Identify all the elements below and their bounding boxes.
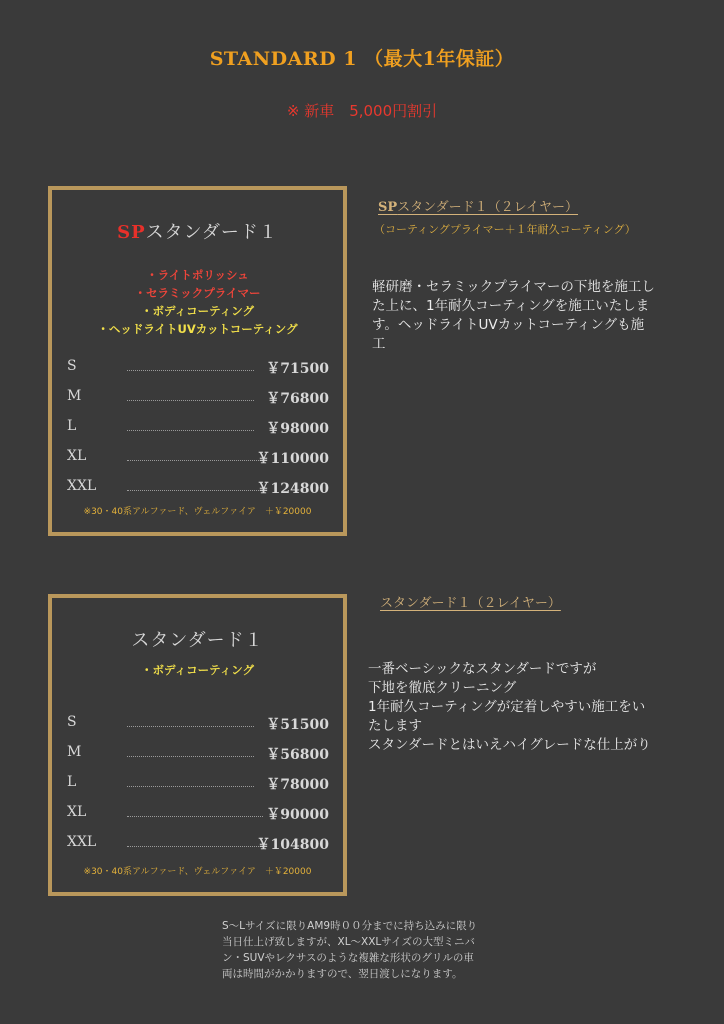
feature-body-coating: ・ボディコーティング — [141, 663, 254, 677]
footer-line: S〜Lサイズに限りAM9時００分までに持ち込みに限り — [222, 920, 478, 932]
page-title: STANDARD 1 （最大1年保証） — [209, 48, 515, 70]
sp-description-title — [378, 196, 578, 215]
std-description-title: スタンダード１（２レイヤー） — [380, 596, 561, 611]
feature-headlight-uv-coating: ・ヘッドライトUVカットコーティング — [97, 322, 298, 336]
price-value: ￥76800 — [266, 391, 329, 407]
footer-line: 両は時間がかかりますので、翌日渡しになります。 — [222, 968, 463, 980]
size-label: M — [67, 744, 82, 760]
footer-line: 当日仕上げ致しますが、XL〜XXLサイズの大型ミニバ — [222, 936, 475, 948]
sp-description-title-rest: スタンダード１（２レイヤー） — [397, 200, 579, 215]
sp-box-title — [52, 218, 343, 244]
price-row — [52, 834, 343, 854]
price-value: ￥110000 — [256, 451, 329, 467]
feature-ceramic-primer: ・セラミックプライマー — [134, 286, 261, 300]
price-row — [52, 774, 343, 794]
size-label: XXL — [67, 478, 97, 494]
price-value: ￥90000 — [266, 807, 329, 823]
dot-leader — [127, 430, 254, 431]
price-value: ￥51500 — [266, 717, 329, 733]
price-row — [52, 388, 343, 408]
sp-description-line: 工 — [372, 336, 386, 352]
size-label: XL — [67, 448, 87, 464]
size-label: M — [67, 388, 82, 404]
standard-price-box — [48, 594, 347, 896]
alphard-surcharge-note: ※30・40系アルファード、ヴェルファイア ＋￥20000 — [83, 867, 312, 877]
dot-leader — [127, 490, 263, 491]
std-description-body — [368, 660, 708, 755]
std-description-line: スタンダードとはいえハイグレードな仕上がり — [368, 737, 651, 753]
sp-feature-list — [52, 266, 343, 338]
sp-description-line: 軽研磨・セラミックプライマーの下地を施工し — [372, 279, 655, 295]
price-row — [52, 358, 343, 378]
std-box-title: スタンダード１ — [131, 630, 264, 651]
price-value: ￥104800 — [256, 837, 329, 853]
feature-body-coating: ・ボディコーティング — [141, 304, 254, 318]
price-value: ￥78000 — [266, 777, 329, 793]
size-label: XXL — [67, 834, 97, 850]
dot-leader — [127, 816, 263, 817]
dot-leader — [127, 460, 263, 461]
footer-line: ン・SUVやレクサスのような複雑な形状のグリルの車 — [222, 952, 474, 964]
sp-description-line: た上に、1年耐久コーティングを施工いたしま — [372, 298, 650, 314]
price-value: ￥124800 — [256, 481, 329, 497]
price-row — [52, 714, 343, 734]
price-row — [52, 478, 343, 498]
feature-light-polish: ・ライトポリッシュ — [146, 268, 249, 282]
std-description-line: たします — [368, 718, 422, 734]
dot-leader — [127, 400, 254, 401]
sp-box-title-rest: スタンダード１ — [145, 222, 278, 243]
sp-description-subtitle: （コーティングプライマー＋１年耐久コーティング） — [374, 223, 636, 236]
std-feature-list — [52, 661, 343, 679]
price-row — [52, 804, 343, 824]
price-row — [52, 448, 343, 468]
price-row — [52, 418, 343, 438]
alphard-surcharge-note: ※30・40系アルファード、ヴェルファイア ＋￥20000 — [83, 507, 312, 517]
dot-leader — [127, 756, 254, 757]
size-label: XL — [67, 804, 87, 820]
price-row — [52, 744, 343, 764]
sp-box-title-prefix: SP — [117, 222, 146, 243]
sp-description-body — [372, 278, 702, 354]
dot-leader — [127, 726, 254, 727]
size-label: S — [67, 358, 77, 374]
sp-description-title-prefix: SP — [378, 200, 398, 215]
std-description-line: 下地を徹底クリーニング — [368, 680, 517, 696]
dot-leader — [127, 846, 263, 847]
dot-leader — [127, 370, 254, 371]
std-description-line: 1年耐久コーティングが定着しやすい施工をい — [368, 699, 646, 715]
size-label: L — [67, 418, 77, 434]
dot-leader — [127, 786, 254, 787]
new-car-discount: ※ 新車 5,000円割引 — [286, 102, 438, 120]
sp-description-line: す。ヘッドライトUVカットコーティングも施 — [372, 317, 645, 333]
sp-standard-price-box — [48, 186, 347, 536]
std-description-line: 一番ベーシックなスタンダードですが — [368, 661, 597, 677]
price-value: ￥98000 — [266, 421, 329, 437]
size-label: L — [67, 774, 77, 790]
same-day-service-note — [222, 918, 522, 982]
price-value: ￥71500 — [266, 361, 329, 377]
size-label: S — [67, 714, 77, 730]
price-value: ￥56800 — [266, 747, 329, 763]
